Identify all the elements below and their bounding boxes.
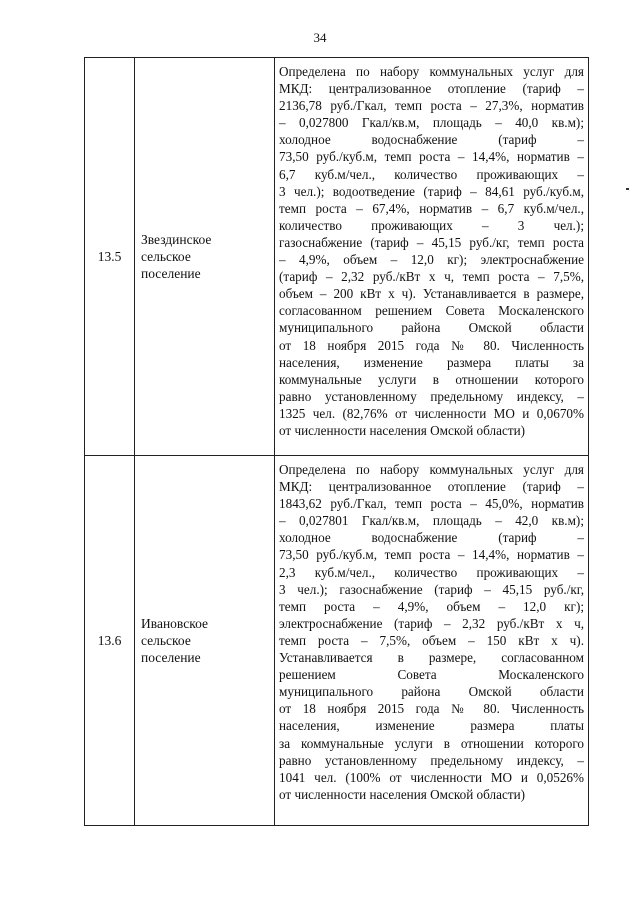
description-line: МКД: централизованное отопление (тариф –: [279, 81, 584, 97]
description-line: темп роста – 4,9%, объем – 12,0 кг);: [279, 598, 584, 614]
margin-mark: [626, 188, 629, 190]
description-line: холодное водоснабжение (тариф –: [279, 132, 584, 148]
description-line: 3 чел.); водоотведение (тариф – 84,61 руб./куб.м,: [279, 183, 584, 199]
description-line: от 18 ноября 2015 года № 80. Численность: [279, 701, 584, 717]
description-line: 2,3 куб.м/чел., количество проживающих –: [279, 564, 584, 580]
settlement-name-line: поселение: [141, 266, 201, 281]
description-line: 73,50 руб./куб.м, темп роста – 14,4%, норматив –: [279, 547, 584, 563]
description-line: от 18 ноября 2015 года № 80. Численность: [279, 337, 584, 353]
description-line: (тариф – 2,32 руб./кВт х ч, темп роста – 7,5%,: [279, 269, 584, 285]
description-line: электроснабжение (тариф – 2,32 руб./кВт х ч,: [279, 615, 584, 631]
description-line: от численности населения Омской области): [279, 422, 526, 438]
description-line: МКД: централизованное отопление (тариф –: [279, 479, 584, 495]
settlement-name: [135, 58, 275, 456]
description-line: количество проживающих – 3 чел.);: [279, 217, 584, 233]
description-line: 3 чел.); газоснабжение (тариф – 45,15 руб./кг,: [279, 581, 584, 597]
description-line: от численности населения Омской области): [279, 786, 526, 802]
description-line: решением Совета Москаленского: [279, 667, 584, 683]
description-line: 6,7 куб.м/чел., количество проживающих –: [279, 166, 584, 182]
row-number: 13.5: [85, 58, 135, 456]
settlement-name-line: Ивановское: [141, 616, 208, 631]
settlements-table: [84, 57, 589, 826]
settlement-description: [275, 58, 589, 456]
description-line: за коммунальные услуги в отношении которого: [279, 735, 584, 751]
table-row: [85, 456, 589, 826]
settlement-name-line: сельское: [141, 249, 191, 264]
description-line: 1843,62 руб./Гкал, темп роста – 45,0%, норматив: [279, 496, 584, 512]
row-number: 13.6: [85, 456, 135, 826]
description-line: равно установленному предельному индексу, –: [279, 752, 584, 768]
description-line: Определена по набору коммунальных услуг для: [279, 64, 584, 79]
settlement-name-line: Звездинское: [141, 232, 212, 247]
settlement-name: [135, 456, 275, 826]
description-line: 2136,78 руб./Гкал, темп роста – 27,3%, норматив: [279, 98, 584, 114]
page-number: 34: [313, 30, 327, 45]
description-line: темп роста – 67,4%, норматив – 6,7 куб.м/чел.,: [279, 200, 584, 216]
description-line: муниципального района Омской области: [279, 684, 584, 700]
description-line: коммунальные услуги в отношении которого: [279, 371, 584, 387]
description-line: населения, изменение размера платы за: [279, 354, 584, 370]
description-line: газоснабжение (тариф – 45,15 руб./кг, темп роста: [279, 234, 584, 250]
description-line: – 0,027801 Гкал/кв.м, площадь – 42,0 кв.м);: [279, 513, 584, 529]
description-line: 1325 чел. (82,76% от численности МО и 0,0670%: [279, 405, 584, 421]
table-row: [85, 58, 589, 456]
description-line: холодное водоснабжение (тариф –: [279, 530, 584, 546]
settlement-name-line: сельское: [141, 633, 191, 648]
description-line: объем – 200 кВт х ч). Устанавливается в размере,: [279, 286, 584, 302]
description-line: Определена по набору коммунальных услуг для: [279, 462, 584, 477]
description-line: 1041 чел. (100% от численности МО и 0,0526%: [279, 769, 584, 785]
settlement-description: [275, 456, 589, 826]
description-line: – 4,9%, объем – 12,0 кг); электроснабжение: [279, 252, 584, 268]
settlement-name-line: поселение: [141, 650, 201, 665]
description-line: согласованном решением Совета Москаленского: [279, 303, 584, 319]
description-line: населения, изменение размера платы: [279, 718, 584, 734]
description-line: равно установленному предельному индексу, –: [279, 388, 584, 404]
description-line: – 0,027800 Гкал/кв.м, площадь – 40,0 кв.м);: [279, 115, 584, 131]
description-line: темп роста – 7,5%, объем – 150 кВт х ч).: [279, 632, 584, 648]
description-line: Устанавливается в размере, согласованном: [279, 650, 584, 666]
description-line: муниципального района Омской области: [279, 320, 584, 336]
description-line: 73,50 руб./куб.м, темп роста – 14,4%, норматив –: [279, 149, 584, 165]
